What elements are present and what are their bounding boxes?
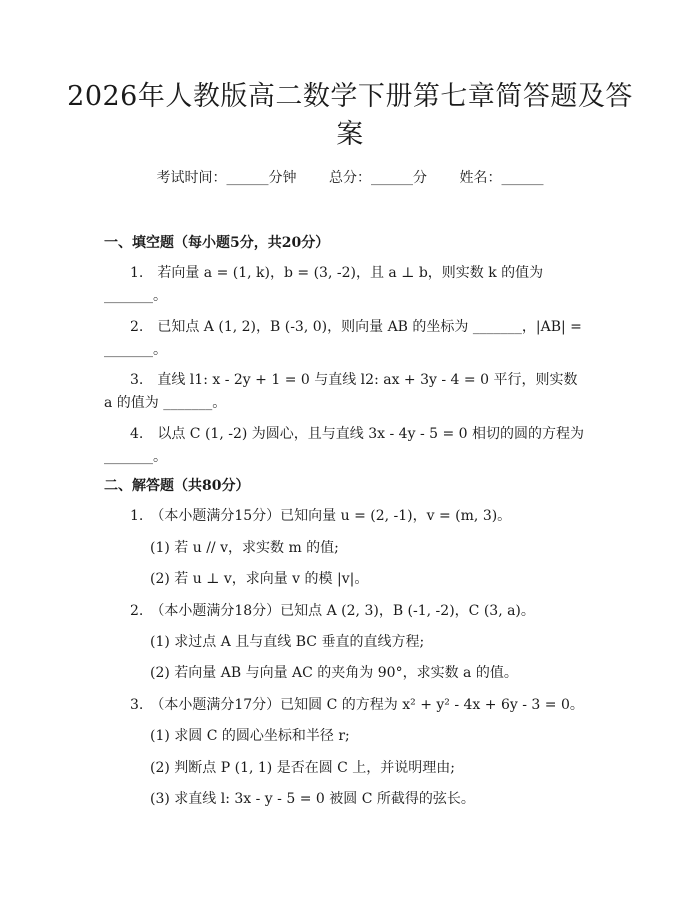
p3-part1: (1) 求圆 C 的圆心坐标和半径 r; xyxy=(150,728,350,744)
q2-line2: _______。 xyxy=(104,342,167,358)
p2-part1: (1) 求过点 A 且与直线 BC 垂直的直线方程; xyxy=(150,634,425,650)
q4-line1: 4. 以点 C (1, -2) 为圆心，且与直线 3x - 4y - 5 = 0 相切的圆的方程为 xyxy=(130,426,585,442)
p2-stem: 2. （本小题满分18分）已知点 A (2, 3)，B (-1, -2)，C (3, a)。 xyxy=(130,603,535,619)
q1-line2: _______。 xyxy=(104,288,167,304)
p2-part2: (2) 若向量 AB 与向量 AC 的夹角为 90°，求实数 a 的值。 xyxy=(150,665,518,681)
page-title: 2026年人教版高二数学下册第七章简答题及答案 xyxy=(67,81,633,150)
q2-line1: 2. 已知点 A (1, 2)，B (-3, 0)，则向量 AB 的坐标为 _______，|AB| = xyxy=(130,319,582,335)
total-score: 总分：______分 xyxy=(329,170,427,186)
section-answer-heading: 二、解答题（共80分） xyxy=(104,478,250,494)
p3-part2: (2) 判断点 P (1, 1) 是否在圆 C 上，并说明理由; xyxy=(150,760,456,776)
p1-part1: (1) 若 u // v，求实数 m 的值; xyxy=(150,540,339,556)
q4-line2: _______。 xyxy=(104,449,167,465)
section-fill-blank-heading: 一、填空题（每小题5分，共20分） xyxy=(104,235,330,251)
q3-line1: 3. 直线 l1: x - 2y + 1 = 0 与直线 l2: ax + 3y - 4 = 0 平行，则实数 xyxy=(130,372,578,388)
p3-stem: 3. （本小题满分17分）已知圆 C 的方程为 x² + y² - 4x + 6y - 3 = 0。 xyxy=(130,697,584,713)
student-name: 姓名：______ xyxy=(459,170,544,186)
p1-part2: (2) 若 u ⊥ v，求向量 v 的模 |v|。 xyxy=(150,571,369,587)
q3-line2: a 的值为 _______。 xyxy=(104,395,227,411)
exam-meta xyxy=(0,167,700,187)
exam-time: 考试时间：______分钟 xyxy=(156,170,297,186)
p1-stem: 1. （本小题满分15分）已知向量 u = (2, -1)，v = (m, 3)。 xyxy=(130,508,512,524)
q1-line1: 1. 若向量 a = (1, k)，b = (3, -2)，且 a ⊥ b，则实数 k 的值为 xyxy=(130,265,544,281)
p3-part3: (3) 求直线 l: 3x - y - 5 = 0 被圆 C 所截得的弦长。 xyxy=(150,791,475,807)
